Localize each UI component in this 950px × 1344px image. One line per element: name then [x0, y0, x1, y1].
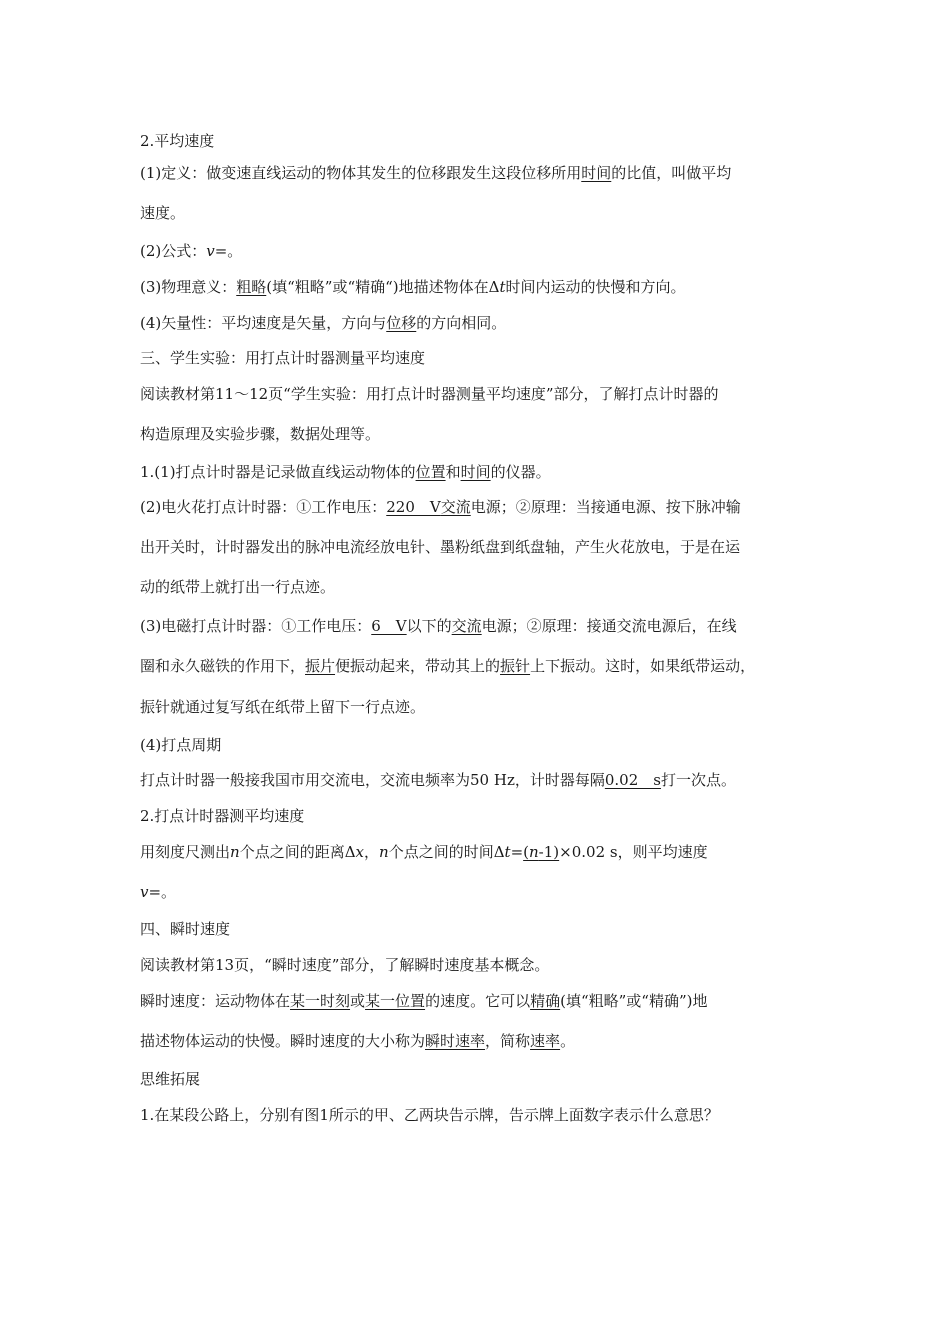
- measure-heading: [140, 806, 304, 826]
- text: 的比值，叫做平均: [611, 164, 732, 182]
- reading-line-2: [140, 424, 380, 444]
- answer-underlined: 位置: [415, 463, 446, 481]
- answer-underlined: 瞬时速率: [425, 1032, 486, 1050]
- instantaneous-line-1: [140, 991, 707, 1011]
- answer-underlined: 位移: [386, 314, 417, 332]
- text: 瞬时速度：运动物体在: [140, 992, 291, 1010]
- text: =: [510, 843, 524, 861]
- symbol-x: x: [355, 843, 364, 861]
- answer-underlined: 0.02 s: [604, 771, 661, 789]
- text: 构造原理及实验步骤，数据处理等。: [140, 425, 381, 443]
- text: 圈和永久磁铁的作用下，: [140, 657, 306, 675]
- answer-underlined: 速率: [530, 1032, 561, 1050]
- spark-timer-line-3: [140, 577, 335, 597]
- text: (1)定义：做变速直线运动的物体其发生的位移跟发生这段位移所用: [140, 164, 582, 182]
- text: 阅读教材第11～12页“学生实验：用打点计时器测量平均速度”部分，了解打点计时器的: [140, 385, 719, 403]
- formula-line: [140, 241, 242, 261]
- reading-line-3: [140, 955, 549, 975]
- text: 用刻度尺测出: [140, 843, 231, 861]
- measure-line-1: [140, 842, 708, 862]
- text: -1): [538, 843, 560, 861]
- avg-definition-line-2: [140, 203, 185, 223]
- answer-underlined: 6 V: [371, 617, 407, 635]
- text: 打点计时器一般接我国市用交流电，交流电频率为50 Hz，计时器每隔: [140, 771, 605, 789]
- symbol-v: v: [206, 242, 215, 260]
- text: 的速度。它可以: [425, 992, 531, 1010]
- text: (4)打点周期: [140, 736, 222, 754]
- text: 振针就通过复写纸在纸带上留下一行点迹。: [140, 698, 426, 716]
- text: 打一次点。: [660, 771, 736, 789]
- reading-line-1: [140, 384, 719, 404]
- em-timer-line-1: [140, 616, 737, 636]
- text: 以下的: [406, 617, 452, 635]
- text: 的方向相同。: [416, 314, 507, 332]
- answer-underlined: 某一时刻: [290, 992, 351, 1010]
- text: 便振动起来，带动其上的: [335, 657, 501, 675]
- text: (2)电火花打点计时器：①工作电压：: [140, 498, 387, 516]
- heading-text: 三、学生实验：用打点计时器测量平均速度: [140, 349, 426, 367]
- question-1: [140, 1105, 719, 1125]
- answer-underlined: 交流: [440, 498, 471, 516]
- answer-underlined: 精确: [530, 992, 561, 1010]
- text: (: [523, 843, 529, 861]
- text: 个点之间的时间Δ: [388, 843, 505, 861]
- text: 2.打点计时器测平均速度: [140, 807, 305, 825]
- period-heading: [140, 735, 221, 755]
- text: (4)矢量性：平均速度是矢量，方向与: [140, 314, 387, 332]
- text: 电源；②原理：接通交流电源后，在线: [481, 617, 737, 635]
- text: 1.(1)打点计时器是记录做直线运动物体的: [140, 463, 416, 481]
- text: ，简称: [485, 1032, 531, 1050]
- vector-line: [140, 313, 506, 333]
- section-heading-4: [140, 919, 230, 939]
- answer-underlined: 某一位置: [365, 992, 426, 1010]
- symbol-v: v: [140, 883, 149, 901]
- text: 个点之间的距离Δ: [239, 843, 356, 861]
- answer-underlined: 时间: [581, 164, 612, 182]
- symbol-n: n: [230, 843, 240, 861]
- text: =。: [148, 883, 177, 901]
- text: 描述物体运动的快慢。瞬时速度的大小称为: [140, 1032, 426, 1050]
- spark-timer-line-1: [140, 497, 741, 517]
- text: 。: [560, 1032, 576, 1050]
- thinking-heading: [140, 1069, 200, 1089]
- em-timer-line-3: [140, 697, 425, 717]
- text: 或: [350, 992, 366, 1010]
- symbol-n: n: [529, 843, 539, 861]
- heading-text: 四、瞬时速度: [140, 920, 231, 938]
- em-timer-line-2: [140, 656, 755, 676]
- text: 上下振动。这时，如果纸带运动，: [530, 657, 756, 675]
- answer-underlined: [523, 843, 559, 861]
- answer-underlined: 振针: [500, 657, 531, 675]
- text: ，: [364, 843, 380, 861]
- measure-line-2: [140, 882, 176, 902]
- answer-underlined: 交流: [451, 617, 482, 635]
- answer-underlined: 粗略: [236, 278, 267, 296]
- period-line: [140, 770, 736, 790]
- timer-intro-line: [140, 462, 551, 482]
- heading-average-velocity: [140, 131, 214, 151]
- text: (2)公式：: [140, 242, 207, 260]
- heading-text: 思维拓展: [140, 1070, 201, 1088]
- text: 阅读教材第13页，“瞬时速度”部分，了解瞬时速度基本概念。: [140, 956, 550, 974]
- text: 动的纸带上就打出一行点迹。: [140, 578, 336, 596]
- text: (3)物理意义：: [140, 278, 237, 296]
- text: 1.在某段公路上，分别有图1所示的甲、乙两块告示牌，告示牌上面数字表示什么意思？: [140, 1106, 719, 1124]
- text: =。: [214, 242, 243, 260]
- text: 出开关时，计时器发出的脉冲电流经放电针、墨粉纸盘到纸盘轴，产生火花放电，于是在运: [140, 538, 741, 556]
- text: 电源；②原理：当接通电源、按下脉冲输: [470, 498, 741, 516]
- symbol-n: n: [379, 843, 389, 861]
- text: 和: [445, 463, 461, 481]
- avg-definition-line-1: [140, 163, 731, 183]
- text: (3)电磁打点计时器：①工作电压：: [140, 617, 372, 635]
- heading-text: 2.平均速度: [140, 132, 215, 150]
- section-heading-3: [140, 348, 425, 368]
- text: 时间内运动的快慢和方向。: [505, 278, 686, 296]
- spark-timer-line-2: [140, 537, 740, 557]
- answer-underlined: 振片: [305, 657, 336, 675]
- text: (填“粗略”或“精确“)地描述物体在Δ: [266, 278, 500, 296]
- symbol-t: t: [504, 843, 511, 861]
- text: ×0.02 s，则平均速度: [559, 843, 708, 861]
- answer-underlined: 220 V: [386, 498, 441, 516]
- instantaneous-line-2: [140, 1031, 575, 1051]
- physical-meaning-line: [140, 277, 686, 297]
- text: 速度。: [140, 204, 186, 222]
- text: 的仪器。: [490, 463, 551, 481]
- text: (填“粗略”或“精确”)地: [560, 992, 708, 1010]
- answer-underlined: 时间: [460, 463, 491, 481]
- symbol-t: t: [499, 278, 506, 296]
